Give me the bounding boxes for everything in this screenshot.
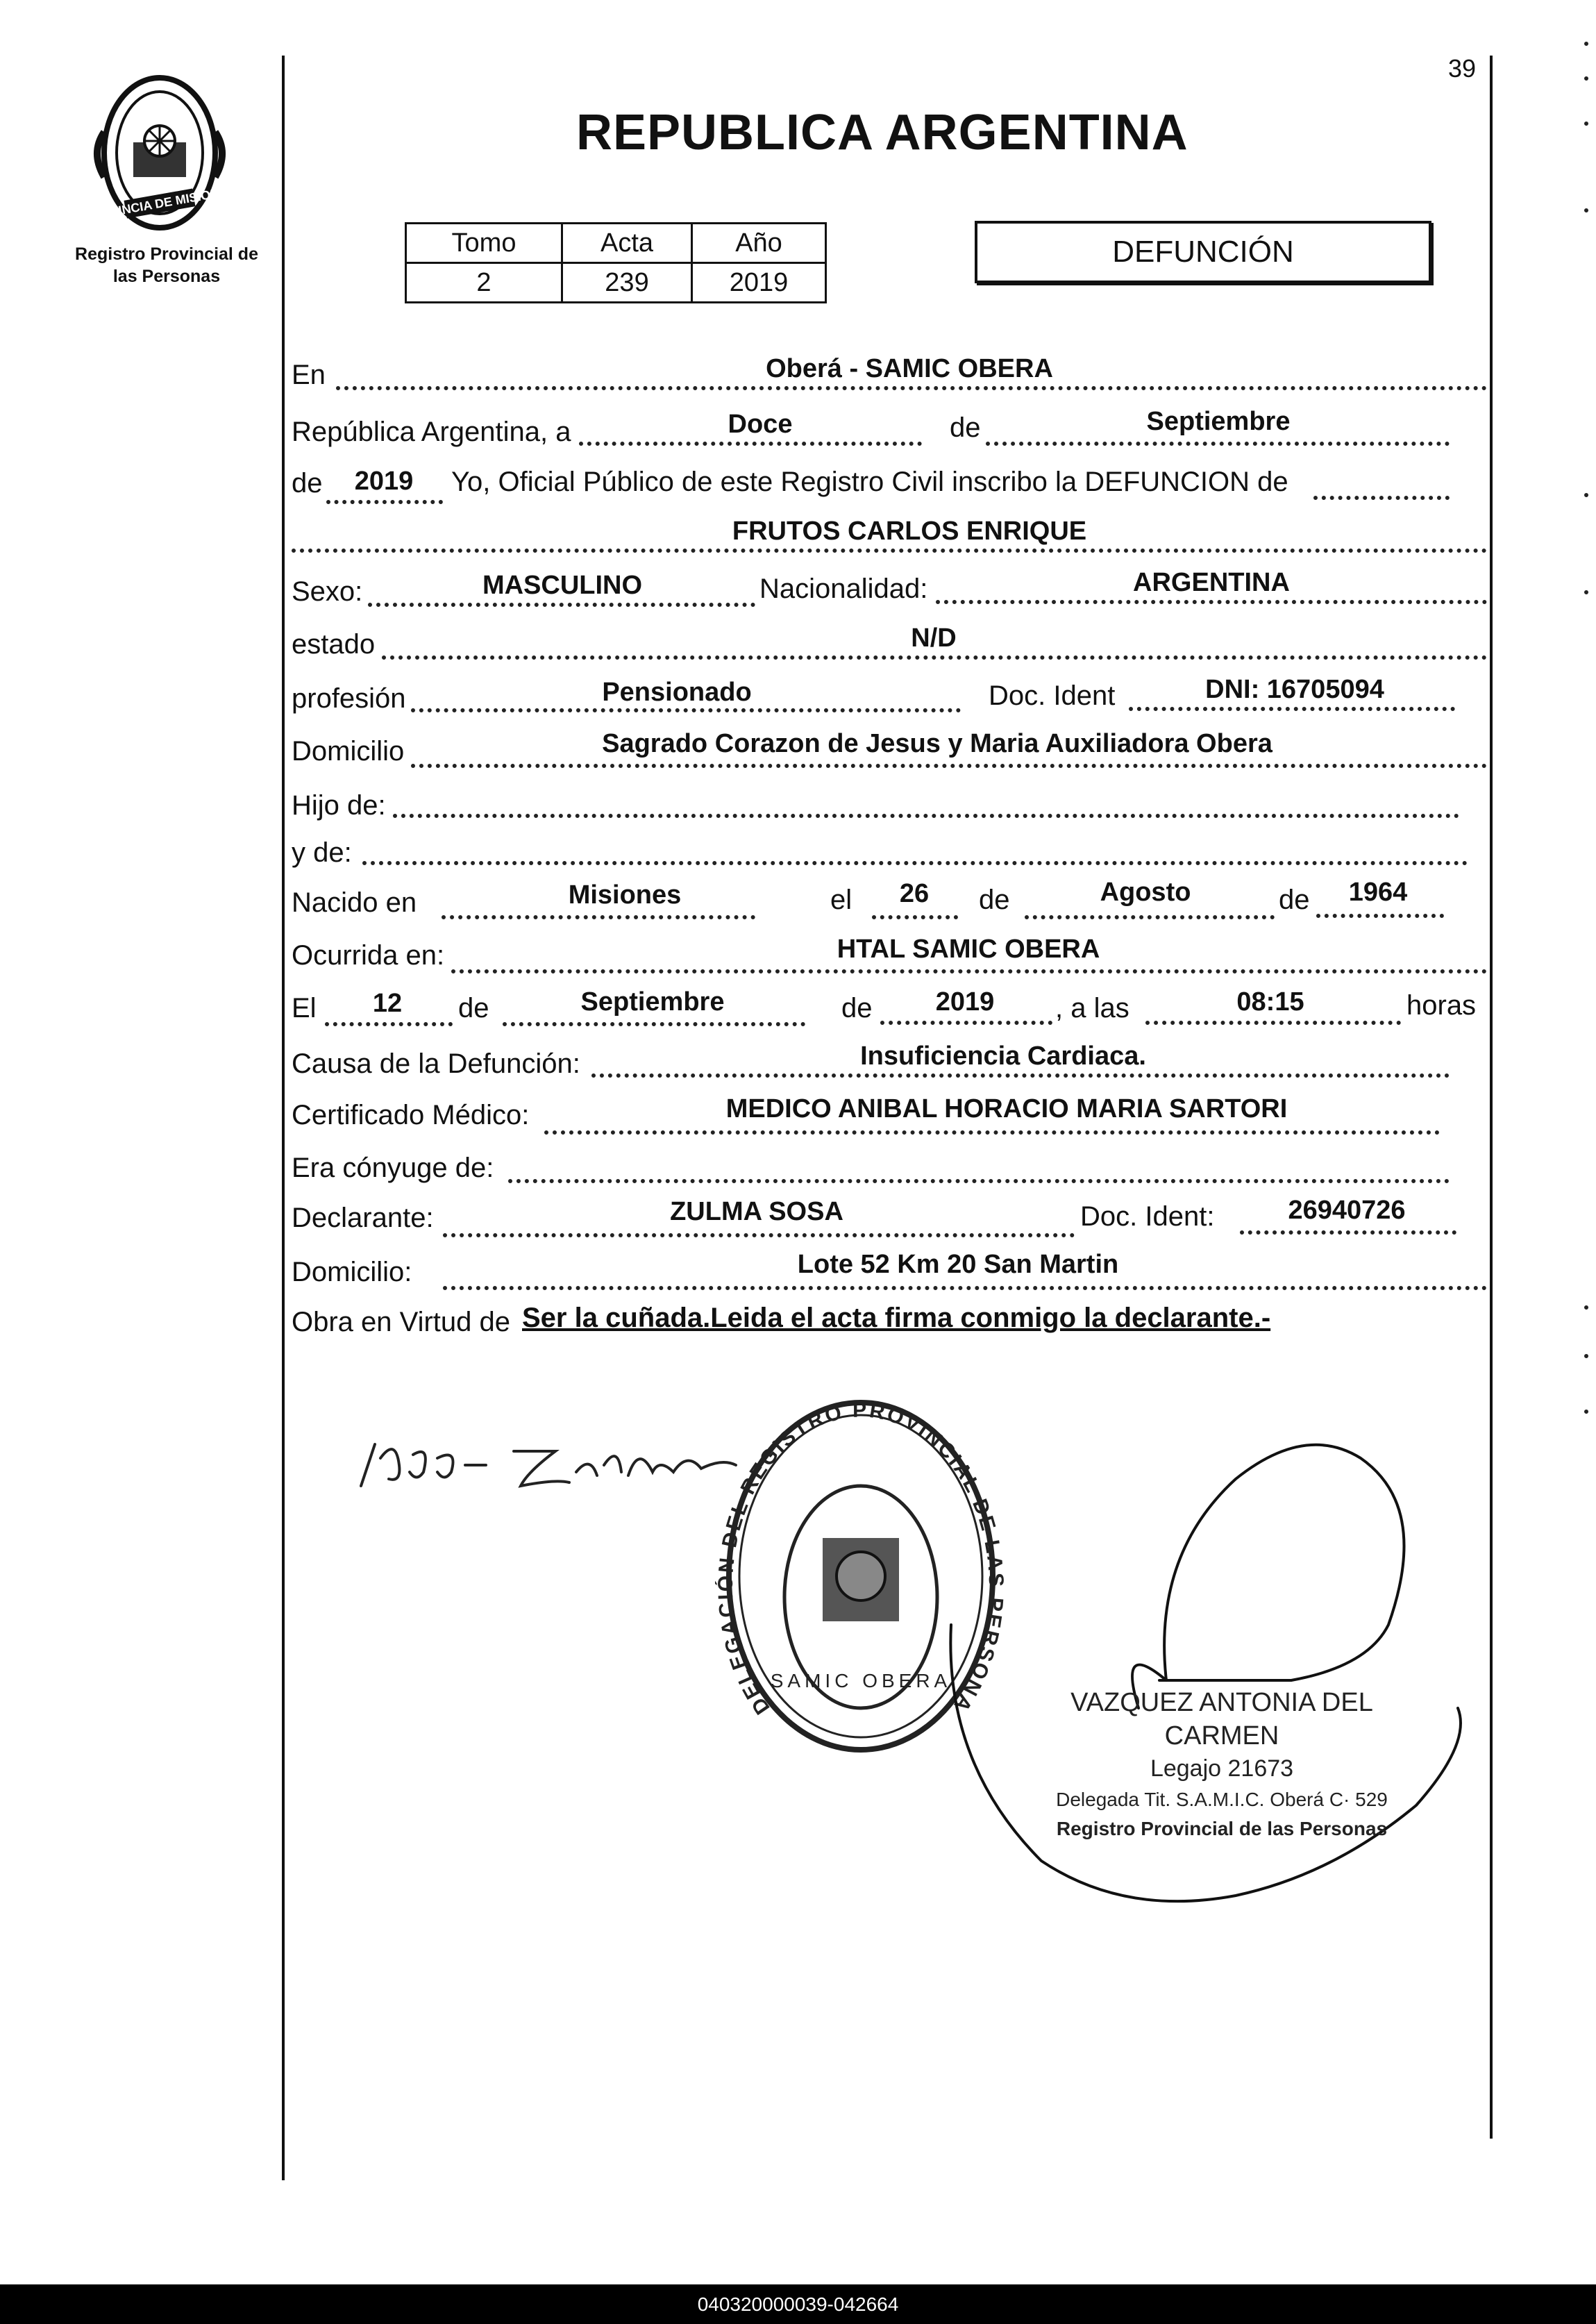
profesion-label: profesión	[292, 683, 406, 714]
document-title: REPUBLICA ARGENTINA	[576, 105, 1188, 160]
margin-mark	[1584, 1410, 1588, 1414]
nacido-anio-underline	[1316, 914, 1444, 918]
obra-value: Ser la cuñada.Leida el acta firma conmigo la declarante.-	[522, 1303, 1271, 1333]
el-label: el	[830, 885, 852, 915]
muerte-anio-underline	[880, 1021, 1052, 1025]
nacido-lugar-underline	[442, 915, 755, 919]
declarante-value: ZULMA SOSA	[670, 1197, 843, 1226]
hijo-label: Hijo de:	[292, 790, 386, 821]
margin-mark	[1584, 122, 1588, 126]
a-las-label: , a las	[1055, 993, 1129, 1023]
oficial-underline	[1313, 496, 1450, 500]
anio-underline	[326, 500, 443, 504]
de-label-3: de	[979, 885, 1010, 915]
footer-code: 040320000039-042664	[0, 2284, 1596, 2324]
registry-header-anio: Año	[692, 224, 826, 263]
signature-block	[1027, 1686, 1416, 1843]
margin-mark	[1584, 493, 1588, 497]
declarant-signature	[347, 1416, 764, 1514]
muerte-mes-value: Septiembre	[580, 987, 725, 1017]
anio-value: 2019	[354, 467, 414, 496]
en-underline	[336, 386, 1487, 390]
ocurrida-value: HTAL SAMIC OBERA	[837, 935, 1100, 964]
certificado-underline	[544, 1130, 1440, 1135]
doc-ident-label: Doc. Ident	[989, 680, 1116, 711]
margin-mark	[1584, 590, 1588, 594]
nacido-label: Nacido en	[292, 887, 417, 918]
registry-header-acta: Acta	[562, 224, 692, 263]
domicilio-2-label: Domicilio:	[292, 1257, 412, 1287]
estado-label: estado	[292, 629, 376, 660]
causa-value: Insuficiencia Cardiaca.	[860, 1042, 1146, 1071]
left-margin-line	[282, 56, 285, 2180]
registry-value-anio: 2019	[692, 263, 826, 303]
logo-text: PROVINCIA DE MISIONES	[83, 183, 236, 224]
conyuge-label: Era cónyuge de:	[292, 1153, 494, 1183]
profesion-value: Pensionado	[602, 678, 752, 707]
nacido-dia-value: 26	[899, 879, 930, 908]
causa-label: Causa de la Defunción:	[292, 1048, 580, 1079]
nacido-mes-value: Agosto	[1100, 878, 1191, 907]
official-name: VAZQUEZ ANTONIA DEL CARMEN	[1070, 1688, 1373, 1750]
stamp-outer-text: DELEGACIÓN DEL REGISTRO PROVINCIAL DE LAS PERSONA	[715, 1398, 1007, 1719]
profesion-underline	[411, 708, 961, 712]
domicilio-label: Domicilio	[292, 736, 405, 767]
horas-label: horas	[1406, 990, 1477, 1021]
el-fecha-label: El	[292, 993, 317, 1023]
name-underline	[292, 549, 1487, 553]
nacido-dia-underline	[872, 915, 958, 919]
page-number: 39	[1448, 54, 1477, 83]
nacido-mes-underline	[1025, 915, 1275, 919]
republica-label: República Argentina, a	[292, 417, 571, 447]
doc-ident-2-label: Doc. Ident:	[1080, 1201, 1215, 1232]
domicilio-2-underline	[443, 1286, 1487, 1290]
obra-label: Obra en Virtud de	[292, 1307, 511, 1337]
oficial-text: Yo, Oficial Público de este Registro Civil inscribo la DEFUNCION de	[451, 467, 1288, 497]
mes-value: Septiembre	[1146, 407, 1291, 436]
org-name-line2: las Personas	[112, 267, 221, 286]
conyuge-underline	[508, 1179, 1450, 1183]
doc-ident-2-value: 26940726	[1288, 1196, 1406, 1225]
estado-underline	[382, 655, 1487, 660]
registry-value-tomo: 2	[406, 263, 562, 303]
official-cargo: Delegada Tit. S.A.M.I.C. Oberá C· 529	[1056, 1789, 1388, 1810]
ocurrida-label: Ocurrida en:	[292, 940, 445, 971]
official-legajo: Legajo 21673	[1150, 1755, 1294, 1782]
muerte-mes-underline	[503, 1022, 805, 1026]
org-name-line1: Registro Provincial de	[75, 244, 258, 264]
registry-value-acta: 239	[562, 263, 692, 303]
de-label-5: de	[458, 993, 489, 1023]
nacido-lugar-value: Misiones	[568, 880, 682, 910]
muerte-hora-value: 08:15	[1236, 987, 1304, 1017]
official-organismo: Registro Provincial de las Personas	[1056, 1818, 1388, 1839]
causa-underline	[591, 1073, 1450, 1078]
en-value: Oberá - SAMIC OBERA	[766, 354, 1053, 383]
y-de-underline	[362, 861, 1468, 865]
declarante-underline	[443, 1233, 1075, 1237]
sexo-underline	[368, 603, 755, 607]
sexo-label: Sexo:	[292, 576, 363, 607]
dia-underline	[579, 442, 922, 446]
nacionalidad-underline	[936, 600, 1487, 604]
nacido-anio-value: 1964	[1348, 878, 1408, 907]
en-label: En	[292, 360, 326, 390]
act-type-box: DEFUNCIÓN	[975, 221, 1431, 283]
domicilio-underline	[411, 764, 1487, 768]
provincial-seal-logo	[83, 66, 236, 240]
registry-table	[405, 222, 827, 303]
muerte-hora-underline	[1145, 1021, 1401, 1025]
domicilio-2-value: Lote 52 Km 20 San Martin	[797, 1250, 1119, 1279]
registry-header-tomo: Tomo	[406, 224, 562, 263]
sexo-value: MASCULINO	[482, 571, 643, 600]
de-label-2: de	[292, 468, 323, 499]
dia-value: Doce	[728, 410, 793, 439]
doc-ident-value: DNI: 16705094	[1205, 675, 1384, 704]
muerte-anio-value: 2019	[935, 987, 995, 1017]
declarante-label: Declarante:	[292, 1203, 434, 1233]
muerte-dia-value: 12	[372, 989, 403, 1018]
estado-value: N/D	[911, 624, 957, 653]
certificado-value: MEDICO ANIBAL HORACIO MARIA SARTORI	[725, 1094, 1288, 1123]
margin-mark	[1584, 208, 1588, 212]
nacionalidad-value: ARGENTINA	[1133, 568, 1290, 597]
mes-underline	[986, 442, 1450, 446]
hijo-underline	[393, 814, 1459, 818]
y-de-label: y de:	[292, 837, 352, 868]
de-label-4: de	[1279, 885, 1310, 915]
deceased-name: FRUTOS CARLOS ENRIQUE	[732, 517, 1087, 546]
nacionalidad-label: Nacionalidad:	[759, 574, 928, 604]
margin-mark	[1584, 42, 1588, 46]
certificado-label: Certificado Médico:	[292, 1100, 530, 1130]
muerte-dia-underline	[325, 1022, 453, 1026]
doc-ident-2-underline	[1240, 1230, 1456, 1235]
stamp-inner-text: SAMIC OBERA	[770, 1670, 952, 1691]
margin-mark	[1584, 1305, 1588, 1310]
de-label-6: de	[841, 993, 873, 1023]
domicilio-value: Sagrado Corazon de Jesus y Maria Auxiliadora Obera	[602, 729, 1272, 758]
doc-ident-underline	[1129, 707, 1455, 711]
org-name	[62, 243, 271, 287]
margin-mark	[1584, 1354, 1588, 1358]
ocurrida-underline	[451, 969, 1487, 973]
margin-mark	[1584, 76, 1588, 81]
de-label-1: de	[950, 412, 981, 443]
